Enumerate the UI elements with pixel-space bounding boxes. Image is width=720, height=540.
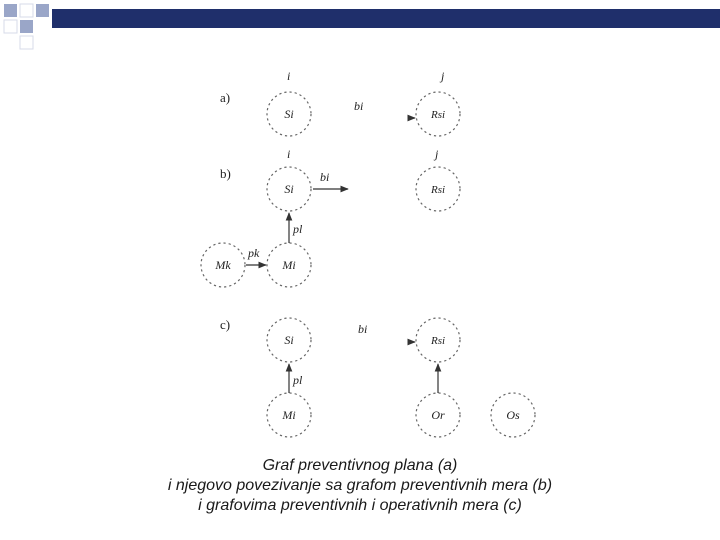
node-label-s-c: Si: [284, 333, 294, 347]
edge-label-pk-b: pk: [248, 246, 260, 260]
label-i-a: i: [287, 69, 291, 83]
edge-label-b-a: bi: [354, 99, 364, 113]
part-label-a: a): [220, 90, 231, 105]
edge-label-b-b: bi: [320, 170, 330, 184]
edge-label-p-b: pl: [293, 222, 303, 236]
label-j-b: j: [435, 147, 439, 161]
node-label-or-c: Or: [431, 408, 445, 422]
node-label-m-c: Mi: [282, 408, 296, 422]
node-label-m-b: Mi: [282, 258, 296, 272]
edge-label-b-c: bi: [358, 322, 368, 336]
label-i-b: i: [287, 147, 291, 161]
node-label-r-c: Rsi: [430, 335, 446, 347]
node-label-s-a: Si: [284, 107, 294, 121]
node-label-mk-b: Mk: [215, 258, 231, 272]
figure-caption: [0, 456, 720, 516]
caption-line-1: Graf preventivnog plana (a): [262, 457, 458, 474]
part-label-b: b): [220, 166, 231, 181]
part-label-c: c): [220, 317, 231, 332]
node-label-r-b: Rsi: [430, 184, 446, 196]
caption-line-2: i njegovo povezivanje sa grafom preventivnih mera (b): [167, 477, 553, 494]
node-label-os-c: Os: [506, 408, 520, 422]
label-j-a: j: [441, 69, 445, 83]
caption-line-3: i grafovima preventivnih i operativnih mera (c): [198, 497, 522, 514]
edge-label-p-c: pl: [293, 373, 303, 387]
node-label-r-a: Rsi: [430, 109, 446, 121]
node-label-s-b: Si: [284, 182, 294, 196]
